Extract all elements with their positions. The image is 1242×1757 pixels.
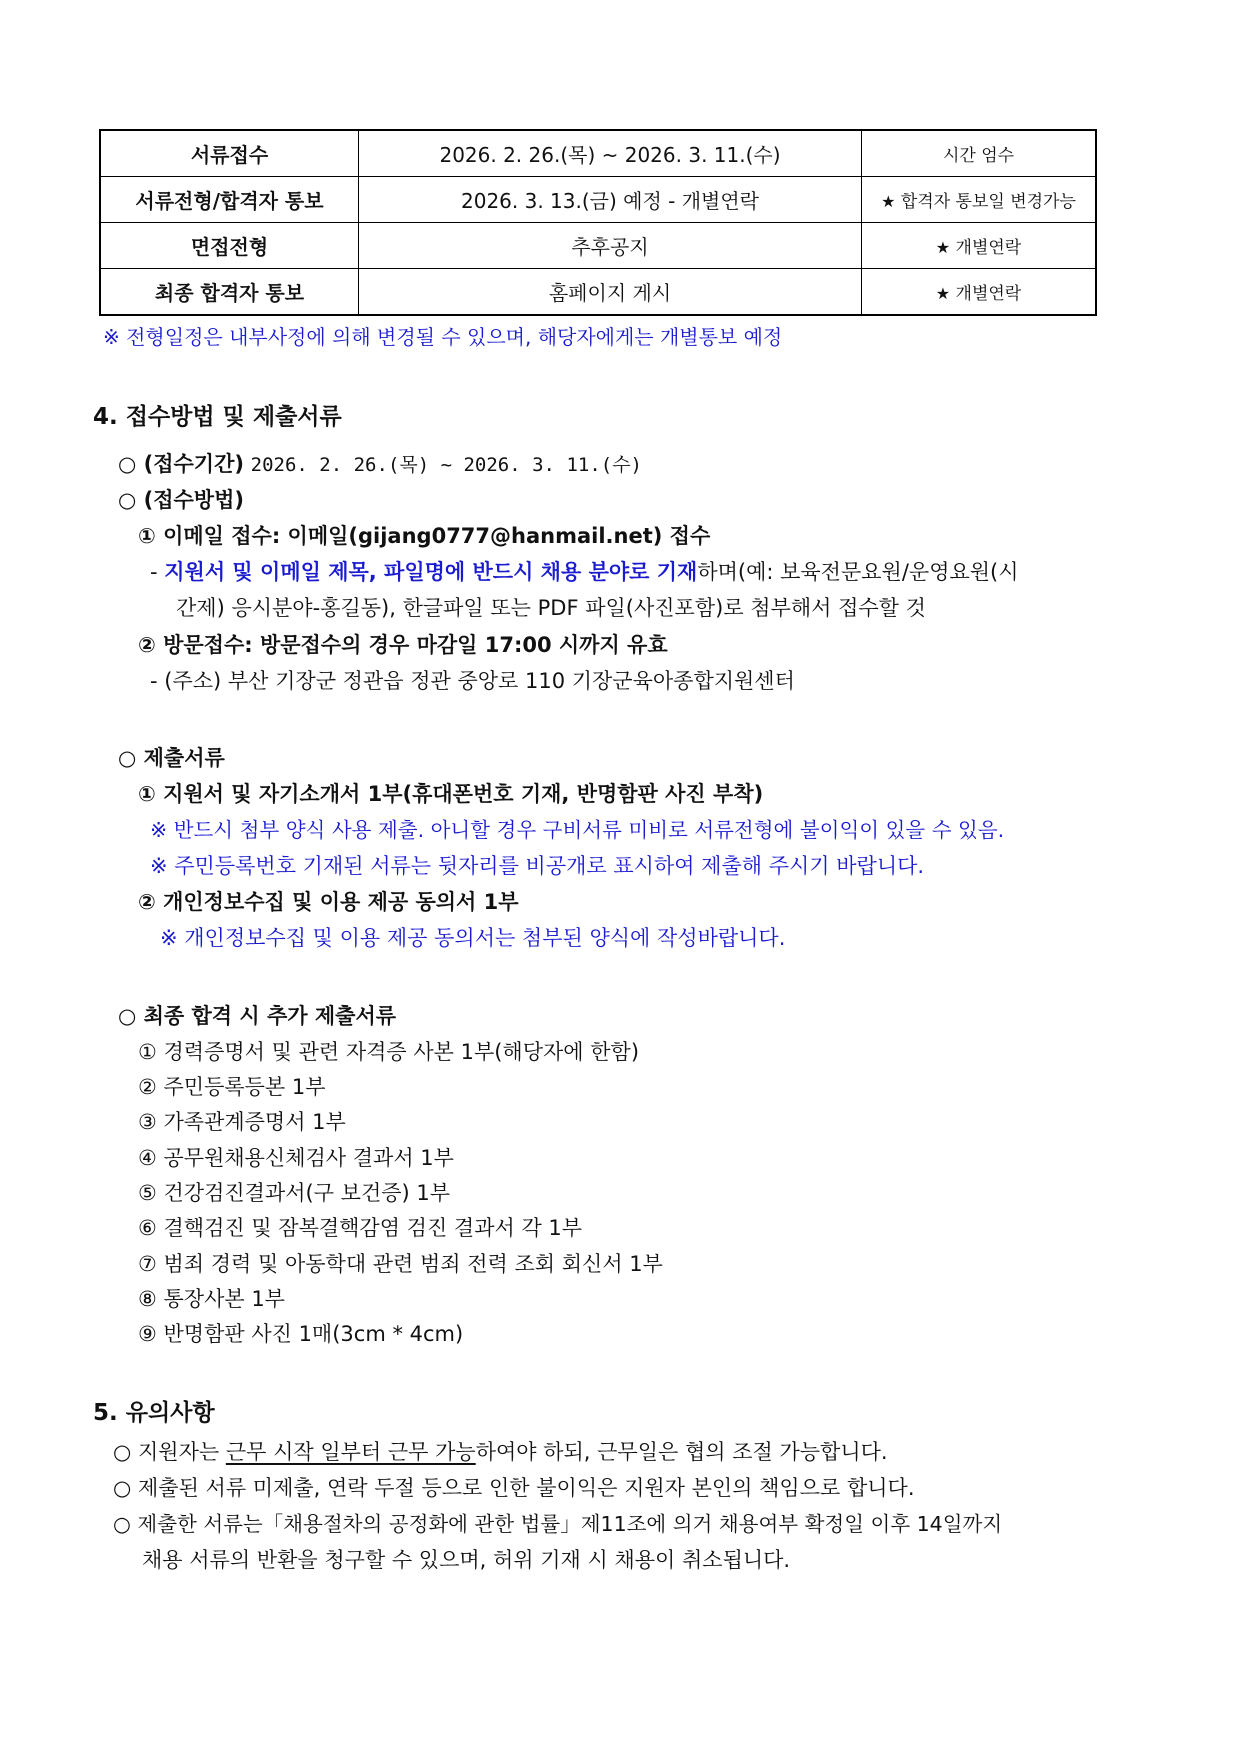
list-item: ④ 공무원채용신체검사 결과서 1부 xyxy=(138,1146,454,1170)
email-emphasis: 지원서 및 이메일 제목, 파일명에 반드시 채용 분야로 기재 xyxy=(164,560,698,584)
doc-2-note: ※ 개인정보수집 및 이용 제공 동의서는 첨부된 양식에 작성바랍니다. xyxy=(160,926,786,950)
list-item: ③ 가족관계증명서 1부 xyxy=(138,1110,346,1134)
doc-1: ① 지원서 및 자기소개서 1부(휴대폰번호 기재, 반명함판 사진 부착) xyxy=(138,782,764,806)
method-label: ○ (접수방법) xyxy=(118,488,244,512)
docs-label: ○ 제출서류 xyxy=(118,746,225,770)
doc-2: ② 개인정보수집 및 이용 제공 동의서 1부 xyxy=(138,890,519,914)
list-item: ⑥ 결핵검진 및 잠복결핵감염 검진 결과서 각 1부 xyxy=(138,1216,583,1240)
dash: - xyxy=(150,560,165,584)
email-title: ① 이메일 접수: 이메일(gijang0777@hanmail.net) 접수 xyxy=(138,524,711,548)
note-cell xyxy=(862,130,1097,177)
note-text: 합격자 통보일 변경가능 xyxy=(900,192,1076,212)
notice-2: ○ 제출된 서류 미제출, 연락 두절 등으로 인한 불이익은 지원자 본인의 책임으로 합니다. xyxy=(113,1476,915,1500)
stage-cell: 면접전형 xyxy=(100,223,359,269)
schedule-footnote: ※ 전형일정은 내부사정에 의해 변경될 수 있으며, 해당자에게는 개별통보 예정 xyxy=(103,325,783,349)
schedule-table xyxy=(99,129,1097,316)
note-cell xyxy=(862,177,1097,223)
notice-1-underlined: 근무 시작 일부터 근무 가능 xyxy=(225,1440,476,1464)
email-rest: 하며(예: 보육전문요원/운영요원(시 xyxy=(697,560,1019,584)
star-icon: ★ xyxy=(935,284,951,303)
note-text: 시간 엄수 xyxy=(942,146,1015,166)
list-item: ⑦ 범죄 경력 및 아동학대 관련 범죄 전력 조회 회신서 1부 xyxy=(138,1252,663,1276)
table-row xyxy=(100,269,1096,316)
list-item: ① 경력증명서 및 관련 자격증 사본 1부(해당자에 한함) xyxy=(138,1040,640,1064)
table-row xyxy=(100,177,1096,223)
star-icon: ★ xyxy=(935,238,951,257)
date-cell: 홈페이지 게시 xyxy=(359,269,862,316)
email-instruction-line2: 간제) 응시분야-홍길동), 한글파일 또는 PDF 파일(사진포함)로 첨부해서 접수할 것 xyxy=(176,596,926,620)
note-text: 개별연락 xyxy=(955,238,1022,258)
date-cell: 추후공지 xyxy=(359,223,862,269)
note-text: 개별연락 xyxy=(955,284,1022,304)
note-cell xyxy=(862,223,1097,269)
email-instruction xyxy=(150,557,1019,587)
section-4-title: 4. 접수방법 및 제출서류 xyxy=(93,404,342,430)
stage-cell: 서류접수 xyxy=(100,130,359,177)
period-label: ○ (접수기간) xyxy=(118,452,244,476)
list-item: ⑨ 반명함판 사진 1매(3cm * 4cm) xyxy=(138,1322,464,1346)
visit-address: - (주소) 부산 기장군 정관읍 정관 중앙로 110 기장군육아종합지원센터 xyxy=(150,669,795,693)
stage-cell: 서류전형/합격자 통보 xyxy=(100,177,359,223)
list-item: ② 주민등록등본 1부 xyxy=(138,1075,326,1099)
notice-1-pre: ○ 지원자는 xyxy=(113,1440,226,1464)
table-row xyxy=(100,223,1096,269)
table-row xyxy=(100,130,1096,177)
list-item: ⑧ 통장사본 1부 xyxy=(138,1287,285,1311)
visit-title: ② 방문접수: 방문접수의 경우 마감일 17:00 시까지 유효 xyxy=(138,633,668,657)
period-value: 2026. 2. 26.(목) ~ 2026. 3. 11.(수) xyxy=(250,454,642,476)
stage-cell: 최종 합격자 통보 xyxy=(100,269,359,316)
doc-1-note-1: ※ 반드시 첨부 양식 사용 제출. 아니할 경우 구비서류 미비로 서류전형에 불이익이 있을 수 있음. xyxy=(150,818,1005,842)
final-docs-label: ○ 최종 합격 시 추가 제출서류 xyxy=(118,1004,397,1028)
note-cell xyxy=(862,269,1097,316)
receipt-period xyxy=(118,449,642,480)
notice-3: ○ 제출한 서류는「채용절차의 공정화에 관한 법률」제11조에 의거 채용여부 확정일 이후 14일까지 xyxy=(113,1512,1003,1536)
notice-1 xyxy=(113,1437,888,1467)
notice-3-line2: 채용 서류의 반환을 청구할 수 있으며, 허위 기재 시 채용이 취소됩니다. xyxy=(142,1548,791,1572)
date-cell: 2026. 3. 13.(금) 예정 - 개별연락 xyxy=(359,177,862,223)
date-cell: 2026. 2. 26.(목) ~ 2026. 3. 11.(수) xyxy=(359,130,862,177)
section-5-title: 5. 유의사항 xyxy=(93,1400,215,1426)
star-icon: ★ xyxy=(881,192,896,211)
doc-1-note-2: ※ 주민등록번호 기재된 서류는 뒷자리를 비공개로 표시하여 제출해 주시기 바랍니다. xyxy=(150,854,925,878)
list-item: ⑤ 건강검진결과서(구 보건증) 1부 xyxy=(138,1181,451,1205)
notice-1-post: 하여야 하되, 근무일은 협의 조절 가능합니다. xyxy=(475,1440,888,1464)
